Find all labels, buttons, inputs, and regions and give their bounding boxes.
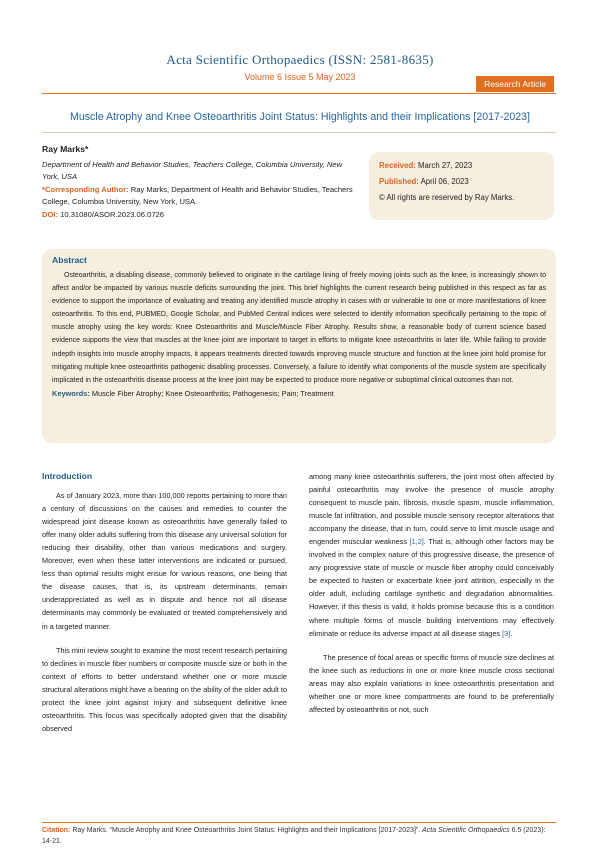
intro-p3c-text: .: [510, 628, 513, 638]
received-value: March 27, 2023: [415, 161, 473, 170]
corresponding-label: *Corresponding Author:: [42, 184, 129, 194]
author-name: Ray Marks*: [42, 144, 89, 154]
doi-label: DOI:: [42, 209, 59, 219]
reference-link-3[interactable]: [3]: [502, 628, 511, 638]
received-date: [379, 158, 544, 174]
footer-divider: [42, 822, 556, 823]
citation-journal: Acta Scientific Orthopaedics: [422, 827, 510, 834]
abstract-heading: Abstract: [52, 255, 87, 265]
header-divider: [42, 93, 556, 94]
journal-title: Acta Scientific Orthopaedics (ISSN: 2581-8635): [166, 52, 434, 67]
issue-info: Volume 6 Issue 5 May 2023: [244, 72, 356, 82]
corresponding-text: Ray Marks, Department of Health and Behavior Studies, Teachers College, Columbia University, New York, USA.: [42, 184, 353, 207]
citation-text: Ray Marks. “Muscle Atrophy and Knee Osteoarthritis Joint Status: Highlights and their Implications [2017-2023]”.: [70, 827, 423, 834]
keywords: [52, 389, 546, 398]
reference-link-1-2[interactable]: [1,2]: [409, 537, 424, 547]
intro-paragraph-2: This mini review sought to examine the most recent research pertaining to declines in muscle fiber numbers or composite muscle size or both in the context of efforts to better understand whether one or more muscle structural alterations might have a bearing on the ability of the older adult to protect the knee joint against injury and subsequent definitive knee osteoarthritis. This focus was specifically adopted given that the disability observed: [42, 645, 287, 733]
article-type-badge: Research Article: [476, 76, 554, 92]
abstract-body: Osteoarthritis, a disabling disease, commonly believed to originate in the cartilage lining of freely moving joints such as the knee, is increasingly shown to affect and/or be impacted by various muscle deficits surrounding the joint. This brief highlights the current research being published in this respect as far as evidence to support the importance of evaluating and treating any identified muscle atrophy in cases with or vulnerable to one or more manifestations of knee osteoarthritis. To this end, PUBMED, Google Scholar, and PubMed Central indices were selected to identify information specifically pertaining to the topic of muscle atrophy using the key words: Knee Osteoarthritis and Muscle/Muscle Fiber Atrophy. Results show, a reasonable body of current science based evidence supports the view that muscles at the knee joint are important to target in efforts to mitigate knee osteoarthritis in later life. While failing to provide indepth insights into muscle atrophy impacts, it appears treatments directed towards improving muscle structure and function at the knee joint hold promise for mitigating multiple knee osteoarthritis pathogenic disabling processes. Conversely, a failure to identify what components of the muscle system are specifically implicated in the osteoarthritis disease process at the knee joint may be expected to produce more negative or suboptimal clinical outcomes than not.: [52, 272, 546, 384]
introduction-heading: Introduction: [42, 471, 93, 481]
keywords-value: Muscle Fiber Atrophy; Knee Osteoarthritis; Pathogenesis; Pain; Treatment: [89, 388, 334, 398]
copyright: © All rights are reserved by Ray Marks.: [379, 193, 515, 202]
dates-box: [369, 152, 554, 220]
intro-paragraph-1: As of January 2023, more than 100,000 reports pertaining to more than a century of discussions on the causes and remedies to counter the widespread joint disease known as osteoarthritis have generally failed to offer many older adults suffering from this disease any universal solution for reducing their disability, other than various medications and surgery. Moreover, even when these latter interventions are indicated or pursued, less than optimal results might ensue for various reasons, one being that the disease causes, that is, its upstream determinants, remain underappreciated as well as in dispute and hence not all disease determinants may commonly be evaluated or treated comprehensively and in a targeted manner.: [42, 491, 287, 631]
received-label: Received:: [379, 161, 416, 170]
keywords-label: Keywords:: [52, 388, 90, 398]
author-affiliation: Department of Health and Behavior Studies, Teachers College, Columbia University, New York, USA: [42, 159, 343, 182]
corresponding-author: [42, 184, 357, 209]
published-label: Published:: [379, 177, 419, 186]
intro-paragraph-4: The presence of focal areas or specific forms of muscle size declines at the knee such as reductions in one or more knee muscle cross sectional areas may also explain variations in knee osteoarthritis presentation and whether one or more knee compartments are found to be preferentially affected by osteoarthritis or not, such: [309, 652, 554, 714]
citation: [42, 825, 556, 847]
doi-link[interactable]: 10.31080/ASOR.2023.06.0726: [58, 209, 165, 219]
intro-p3-text: among many knee osteoarthritis sufferers, the joint most often affected by painful osteoarthritis may involve the presence of muscle atrophy consequent to muscle pain, fibrosis, muscle spasm, muscle inflammation, muscle fat infiltration, and possible muscle sensory receptor alterations that accompany the disease, that in turn, could serve to limit muscle usage and engender muscular weakness: [309, 472, 554, 547]
title-divider: [42, 132, 556, 133]
citation-volume: 6.5 (2023): 14-21.: [42, 827, 546, 845]
left-column: [42, 470, 287, 735]
right-column: [309, 470, 554, 716]
intro-paragraph-3: [309, 470, 554, 640]
author-block: [42, 143, 357, 222]
article-title: Muscle Atrophy and Knee Osteoarthritis Joint Status: Highlights and their Implications [2017-2023]: [70, 111, 530, 123]
doi-line: [42, 209, 357, 222]
intro-p3b-text: . That is, although other factors may be involved in the complex nature of this progressive disease, the presence of any progressive state of muscle or muscle fiber atrophy could conceivably be expected to hasten or exacerbate knee joint attrition, especially in the older adult, including cartilage synthetic and degradation abnormalities. However, if this thesis is valid, it holds promise because this is a condition where multiple forms of muscle building interventions may effectively eliminate or reduce its adverse impact at all disease stages: [309, 537, 554, 638]
published-value: April 06, 2023: [418, 177, 469, 186]
citation-label: Citation:: [42, 827, 71, 834]
published-date: [379, 174, 544, 190]
abstract-box: [42, 249, 556, 443]
